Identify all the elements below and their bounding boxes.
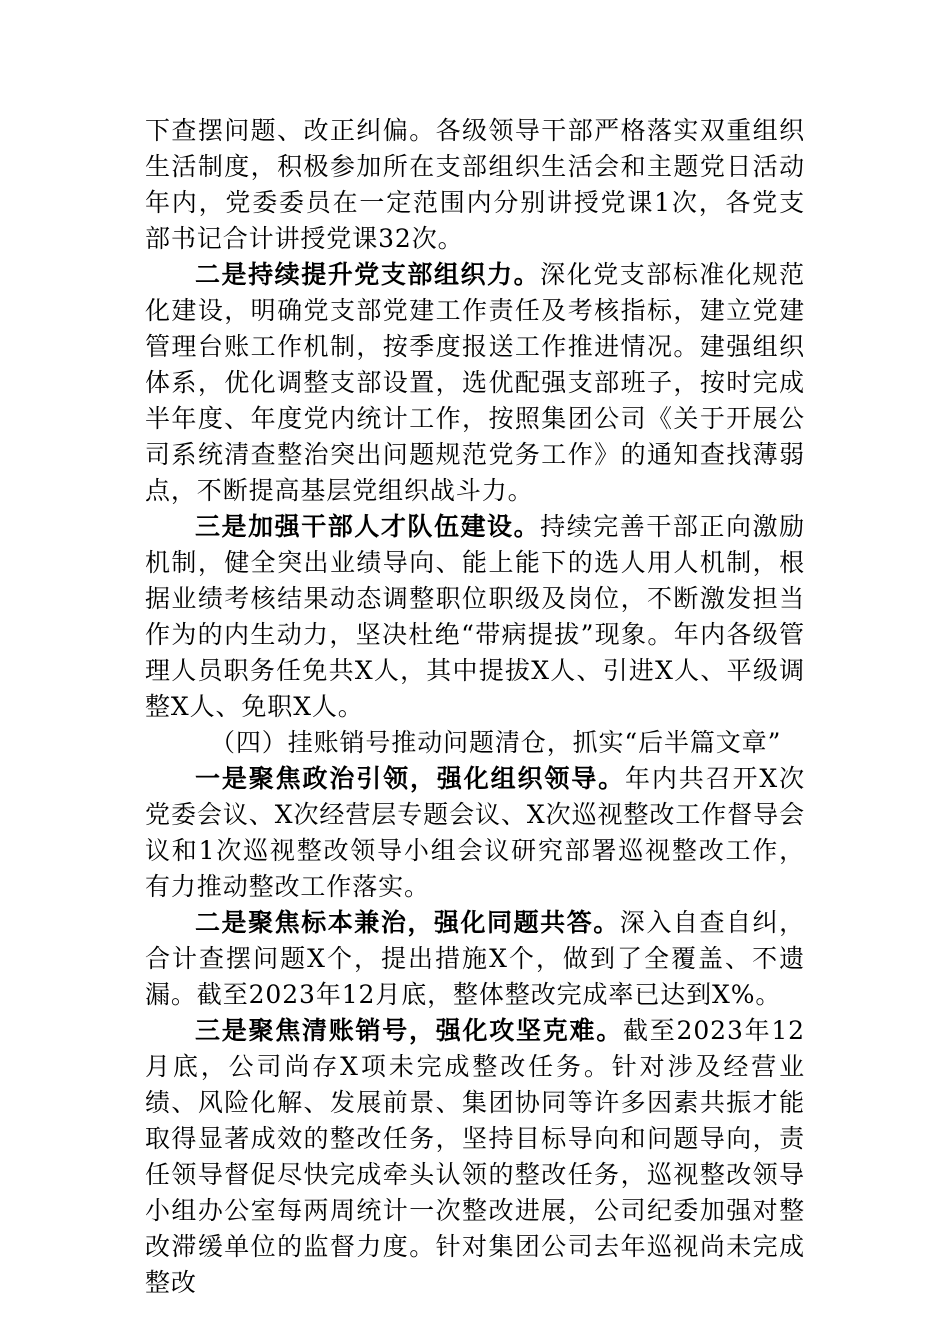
- paragraph-text: 持续完善干部正向激励机制，健全突出业绩导向、能上能下的选人用人机制，根据业绩考核结果动态调整职位职级及岗位，不断激发担当作为的内生动力，坚决杜绝“带病提拔”现象。年内各级管理人员职务任免共X人，其中提拔X人、引进X人、平级调整X人、免职X人。: [145, 512, 805, 721]
- paragraph-root-causes: [145, 905, 805, 1013]
- paragraph-political-leadership: [145, 761, 805, 905]
- document-page: [145, 113, 805, 1301]
- paragraph-lead: 三是加强干部人才队伍建设。: [195, 512, 541, 541]
- paragraph-lead: 三是聚焦清账销号，强化攻坚克难。: [195, 1016, 624, 1045]
- paragraph-text: 深化党支部标准化规范化建设，明确党支部党建工作责任及考核指标，建立党建管理台账工作机制，按季度报送工作推进情况。建强组织体系，优化调整支部设置，选优配强支部班子，按时完成半年度、年度党内统计工作，按照集团公司《关于开展公司系统清查整治突出问题规范党务工作》的通知查找薄弱点，不断提高基层党组织战斗力。: [145, 260, 805, 505]
- paragraph-text: 下查摆问题、改正纠偏。各级领导干部严格落实双重组织生活制度，积极参加所在支部组织生活会和主题党日活动年内，党委委员在一定范围内分别讲授党课1次，各党支部书记合计讲授党课32次。: [145, 116, 805, 253]
- paragraph-text: 深入自查自纠，合计查摆问题X个，提出措施X个，做到了全覆盖、不遗漏。截至2023年12月底，整体整改完成率已达到X%。: [145, 908, 805, 1009]
- section-heading-text: （四）挂账销号推动问题清仓，抓实“后半篇文章”: [210, 728, 782, 757]
- paragraph-lead: 二是持续提升党支部组织力。: [195, 260, 541, 289]
- paragraph-text: 截至2023年12月底，公司尚存X项未完成整改任务。针对涉及经营业绩、风险化解、发展前景、集团协同等许多因素共振才能取得显著成效的整改任务，坚持目标导向和问题导向，责任领导督促尽快完成牵头认领的整改任务，巡视整改领导小组办公室每两周统计一次整改进展，公司纪委加强对整改滞缓单位的监督力度。针对集团公司去年巡视尚未完成整改: [145, 1016, 805, 1297]
- paragraph-lead: 二是聚焦标本兼治，强化同题共答。: [195, 908, 620, 937]
- paragraph-continuation: [145, 113, 805, 257]
- section-heading: [145, 725, 805, 761]
- paragraph-lead: 一是聚焦政治引领，强化组织领导。: [195, 764, 626, 793]
- paragraph-cadre-team: [145, 509, 805, 725]
- paragraph-clearance: [145, 1013, 805, 1301]
- paragraph-text: 年内共召开X次党委会议、X次经营层专题会议、X次巡视整改工作督导会议和1次巡视整改领导小组会议研究部署巡视整改工作，有力推动整改工作落实。: [145, 764, 805, 901]
- paragraph-branch-organization: [145, 257, 805, 509]
